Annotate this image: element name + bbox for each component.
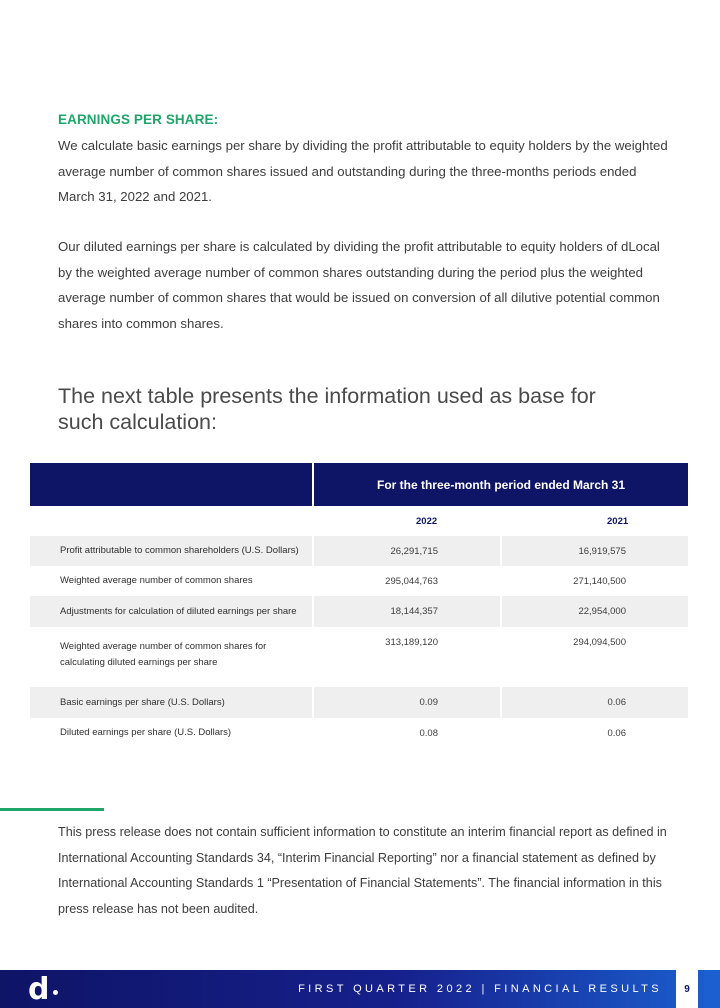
page-number: 9 <box>676 970 698 1008</box>
logo-dot-icon <box>53 990 58 995</box>
footer-report-title: FIRST QUARTER 2022 | FINANCIAL RESULTS <box>298 983 662 995</box>
table-row <box>30 566 688 596</box>
row-label: Profit attributable to common shareholders (U.S. Dollars) <box>30 536 312 566</box>
row-value-2021: 0.06 <box>607 727 626 739</box>
dlocal-logo <box>28 970 58 1008</box>
row-value-2022: 26,291,715 <box>314 536 500 566</box>
row-label: Basic earnings per share (U.S. Dollars) <box>30 687 312 718</box>
table-year-row <box>30 506 688 535</box>
row-value-2021: 0.06 <box>502 687 688 718</box>
table-row <box>30 627 688 686</box>
footer-edge-strip <box>704 970 720 1008</box>
table-period-header: For the three-month period ended March 31 <box>314 463 688 506</box>
row-value-2021: 294,094,500 <box>573 637 626 648</box>
table-row <box>30 596 688 627</box>
table-row <box>30 718 688 748</box>
row-label: Adjustments for calculation of diluted earnings per share <box>30 596 312 627</box>
row-value-2021: 22,954,000 <box>502 596 688 627</box>
table-header-blank-cell <box>30 463 312 506</box>
logo-letter: d <box>28 971 50 1007</box>
table-row <box>30 536 688 566</box>
row-value-2022: 0.09 <box>314 687 500 718</box>
row-value-2022: 0.08 <box>419 727 438 739</box>
row-value-2022: 18,144,357 <box>314 596 500 627</box>
row-value-2021: 271,140,500 <box>573 575 626 587</box>
row-label: Diluted earnings per share (U.S. Dollars) <box>60 727 232 738</box>
row-label: Weighted average number of common shares <box>60 575 253 586</box>
page-footer <box>0 970 720 1008</box>
section-divider <box>0 808 104 811</box>
disclaimer-text: This press release does not contain sufficient information to constitute an interim financial report as defined in International Accounting Standards 34, “Interim Financial Reporting” nor a financial statement as defined by International Accounting Standards 1 “Presentation of Financial Statements”. The financial information in this press release has not been audited. <box>58 825 667 917</box>
row-value-2021: 16,919,575 <box>502 536 688 566</box>
table-header-row <box>30 463 688 506</box>
eps-diluted-paragraph: Our diluted earnings per share is calculated by dividing the profit attributable to equity holders of dLocal by the weighted average number of common shares outstanding during the period plus the weighted average number of common shares that would be issued on conversion of all dilutive potential common shares into common shares. <box>58 239 660 331</box>
table-row <box>30 687 688 718</box>
table-intro-title: The next table presents the information used as base for such calculation: <box>58 384 596 434</box>
section-heading: EARNINGS PER SHARE: <box>58 112 219 127</box>
eps-basic-paragraph: We calculate basic earnings per share by dividing the profit attributable to equity holders by the weighted average number of common shares issued and outstanding during the three-months periods ended March 31, 2022 and 2021. <box>58 138 668 204</box>
year-2022-header: 2022 <box>416 516 438 527</box>
row-label: Weighted average number of common shares for calculating diluted earnings per share <box>60 641 267 668</box>
year-2021-header: 2021 <box>607 516 629 527</box>
row-value-2022: 313,189,120 <box>385 637 438 648</box>
eps-table <box>30 463 688 739</box>
row-value-2022: 295,044,763 <box>385 575 438 587</box>
